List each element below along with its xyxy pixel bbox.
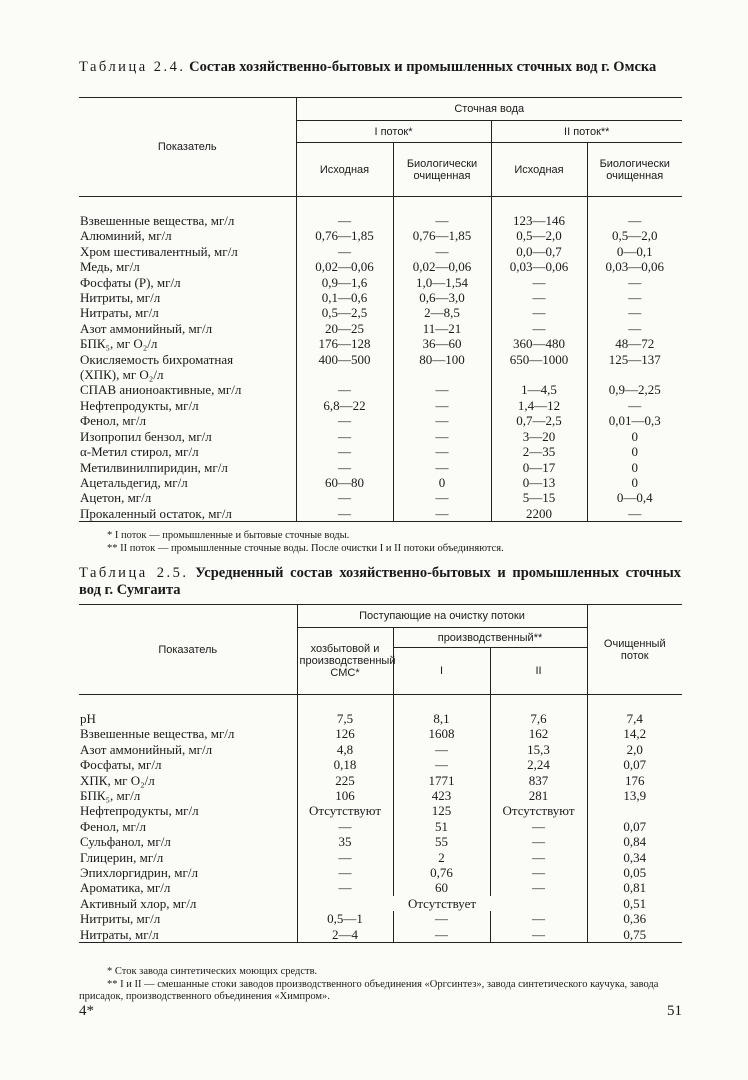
t25-value-cell: 4,8	[297, 742, 393, 757]
t25-value-cell: —	[393, 742, 490, 757]
t25-value-cell: 13,9	[587, 788, 682, 803]
t24-row-label: Фосфаты (P), мг/л	[80, 274, 181, 290]
t24-value-cell: 0—17	[491, 460, 587, 475]
t24-value-cell: 0—0,4	[587, 490, 682, 505]
table-row	[79, 460, 682, 475]
t25-note-1: * Сток завода синтетических моющих средств.	[107, 966, 318, 977]
t24-header-raw-2: Исходная	[491, 143, 587, 197]
t25-row-label: Активный хлор, мг/л	[80, 895, 197, 911]
table-row	[79, 927, 682, 943]
t24-row-label: Ацетон, мг/л	[80, 490, 152, 506]
t24-spacer-row	[79, 197, 682, 214]
table-row	[79, 850, 682, 865]
t24-row-label: Фенол, мг/л	[80, 413, 146, 429]
t24-value-cell: —	[393, 382, 491, 397]
t25-value-cell: —	[490, 834, 587, 849]
t24-value-cell: —	[491, 290, 587, 305]
t24-row-label: α-Метил стирол, мг/л	[80, 444, 199, 460]
table-row	[79, 773, 682, 788]
t24-value-cell: 400—500	[296, 352, 393, 367]
t24-value-cell: —	[587, 506, 682, 522]
table-2-4-number: Таблица 2.4.	[79, 59, 186, 75]
t25-row-label: Нефтепродукты, мг/л	[80, 803, 199, 819]
t24-row-label: (ХПК), мг O₂/л	[80, 367, 164, 383]
table-2-4-notes	[79, 530, 682, 555]
t25-value-cell: 162	[490, 726, 587, 741]
t25-merged-cell: Отсутствует	[297, 896, 587, 911]
t24-note-1: * I поток — промышленные и бытовые сточные воды.	[107, 530, 350, 541]
t24-value-cell: —	[491, 305, 587, 320]
table-row	[79, 711, 682, 726]
t24-value-cell: 0,1—0,6	[296, 290, 393, 305]
t24-value-cell: —	[587, 321, 682, 336]
t24-value-cell: 0	[393, 475, 491, 490]
t24-value-cell: —	[393, 398, 491, 413]
table-row	[79, 398, 682, 413]
t24-row-label: Медь, мг/л	[80, 259, 140, 275]
t24-value-cell: 0,9—1,6	[296, 275, 393, 290]
t24-value-cell: 80—100	[393, 352, 491, 367]
t24-value-cell: —	[393, 413, 491, 428]
t24-spacer-cell	[491, 197, 587, 214]
t25-header-industrial: производственный**	[393, 628, 587, 648]
t24-value-cell: 0,03—0,06	[587, 259, 682, 274]
t25-value-cell: 15,3	[490, 742, 587, 757]
t24-value-cell: 650—1000	[491, 352, 587, 367]
table-2-4-title: Состав хозяйственно-бытовых и промышленных сточных вод г. Омска	[189, 59, 657, 75]
table-row	[79, 228, 682, 243]
t25-value-cell: 2—4	[297, 927, 393, 943]
t25-value-cell: —	[490, 880, 587, 895]
t25-spacer-row	[79, 695, 682, 712]
t24-value-cell: 0—0,1	[587, 244, 682, 259]
t24-value-cell: —	[587, 290, 682, 305]
t25-header-i: I	[393, 648, 490, 695]
t25-value-cell: 837	[490, 773, 587, 788]
t25-value-cell: —	[490, 819, 587, 834]
t25-value-cell: 0,18	[297, 757, 393, 772]
t25-value-cell: 7,6	[490, 711, 587, 726]
t24-value-cell: 11—21	[393, 321, 491, 336]
t24-value-cell: 6,8—22	[296, 398, 393, 413]
t24-row-label: Взвешенные вещества, мг/л	[80, 213, 235, 228]
t24-value-cell: —	[296, 429, 393, 444]
t25-value-cell: Отсутствуют	[297, 803, 393, 818]
t24-value-cell: —	[491, 321, 587, 336]
t24-value-cell: 0,76—1,85	[296, 228, 393, 243]
table-2-5-notes	[79, 966, 682, 1004]
t24-row-label: Хром шестивалентный, мг/л	[80, 243, 238, 259]
t25-spacer-cell	[587, 695, 682, 712]
t24-header-bio-2: Биологически очищенная	[587, 143, 682, 197]
t25-value-cell: —	[297, 865, 393, 880]
t24-value-cell: 0	[587, 444, 682, 459]
t24-value-cell: 0—13	[491, 475, 587, 490]
t24-value-cell: —	[296, 506, 393, 522]
t25-value-cell: 60	[393, 880, 490, 895]
t25-value-cell: 1771	[393, 773, 490, 788]
t24-value-cell: —	[296, 444, 393, 459]
t24-header-raw-1: Исходная	[296, 143, 393, 197]
table-row	[79, 506, 682, 522]
t24-value-cell: 1—4,5	[491, 382, 587, 397]
t24-value-cell: 0	[587, 460, 682, 475]
table-row	[79, 290, 682, 305]
t24-value-cell: —	[393, 444, 491, 459]
t24-value-cell: 1,4—12	[491, 398, 587, 413]
table-row	[79, 244, 682, 259]
t24-value-cell: 0,5—2,0	[491, 228, 587, 243]
table-row	[79, 336, 682, 351]
table-row	[79, 819, 682, 834]
t24-spacer-cell	[587, 197, 682, 214]
t24-value-cell: 0,9—2,25	[587, 382, 682, 397]
table-row	[79, 413, 682, 428]
t25-value-cell: 51	[393, 819, 490, 834]
t25-value-cell: —	[490, 850, 587, 865]
t24-row-label: Ацетальдегид, мг/л	[80, 474, 188, 490]
t24-value-cell: —	[393, 244, 491, 259]
t24-value-cell: 3—20	[491, 429, 587, 444]
t25-value-cell: 0,36	[587, 911, 682, 926]
t25-row-label: Нитриты, мг/л	[80, 911, 161, 927]
t25-value-cell: —	[297, 880, 393, 895]
t25-row-label: Фенол, мг/л	[80, 818, 146, 834]
t25-value-cell: 55	[393, 834, 490, 849]
t25-value-cell: 176	[587, 773, 682, 788]
t24-value-cell: 0,6—3,0	[393, 290, 491, 305]
t24-value-cell: 0,7—2,5	[491, 413, 587, 428]
t24-row-label: Нитраты, мг/л	[80, 305, 159, 321]
table-row	[79, 382, 682, 397]
t24-value-cell: 60—80	[296, 475, 393, 490]
t25-value-cell: 7,5	[297, 711, 393, 726]
t24-spacer-cell	[296, 197, 393, 214]
table-row	[79, 865, 682, 880]
t24-value-cell: —	[393, 506, 491, 522]
t25-value-cell: 2	[393, 850, 490, 865]
t25-spacer-cell	[490, 695, 587, 712]
t25-value-cell: —	[297, 819, 393, 834]
t25-value-cell: 0,75	[587, 927, 682, 943]
t24-value-cell: —	[296, 490, 393, 505]
t24-header-bio-1: Биологически очищенная	[393, 143, 491, 197]
t24-value-cell: 0,76—1,85	[393, 228, 491, 243]
t24-value-cell: —	[393, 429, 491, 444]
table-row	[79, 726, 682, 741]
t24-value-cell: —	[296, 213, 393, 228]
t25-value-cell: —	[393, 757, 490, 772]
t24-value-cell: 123—146	[491, 213, 587, 228]
t25-value-cell: 126	[297, 726, 393, 741]
t24-value-cell: 36—60	[393, 336, 491, 351]
t25-value-cell: 35	[297, 834, 393, 849]
t24-value-cell: 0,5—2,0	[587, 228, 682, 243]
t25-value-cell: 0,5—1	[297, 911, 393, 926]
table-row	[79, 880, 682, 895]
table-2-4-caption	[79, 59, 681, 76]
t25-value-cell: —	[393, 927, 490, 943]
t24-header-stream1: I поток*	[296, 121, 491, 143]
t25-row-label: Азот аммонийный, мг/л	[80, 741, 213, 757]
table-row	[79, 757, 682, 772]
t24-row-label: Окисляемость бихроматная	[80, 351, 234, 367]
t25-row-label: БПК₅, мг/л	[80, 788, 141, 804]
t24-value-cell: 0	[587, 429, 682, 444]
t25-row-label: Сульфанол, мг/л	[80, 834, 171, 850]
t24-value-cell: —	[296, 460, 393, 475]
t24-spacer-cell	[393, 197, 491, 214]
t25-row-label: Ароматика, мг/л	[80, 880, 171, 896]
t24-value-cell: 0,01—0,3	[587, 413, 682, 428]
t24-row-label: Азот аммонийный, мг/л	[80, 320, 213, 336]
t24-note-2: ** II поток — промышленные сточные воды. После очистки I и II потоки объединяются.	[107, 542, 504, 554]
t24-value-cell	[491, 367, 587, 382]
signature-mark: 4*	[79, 1003, 94, 1019]
t25-value-cell: 0,05	[587, 865, 682, 880]
t24-value-cell: 2200	[491, 506, 587, 522]
t24-body	[79, 197, 682, 522]
t25-body	[79, 695, 682, 943]
table-row	[79, 911, 682, 926]
table-2-5-caption	[79, 565, 681, 599]
t25-value-cell: 0,07	[587, 757, 682, 772]
t25-value-cell: 125	[393, 803, 490, 818]
t24-row-label: Нитриты, мг/л	[80, 290, 161, 306]
t24-value-cell: 2—8,5	[393, 305, 491, 320]
t24-value-cell: 20—25	[296, 321, 393, 336]
t25-value-cell: —	[393, 911, 490, 926]
t24-value-cell	[296, 367, 393, 382]
t25-row-label: Эпихлоргидрин, мг/л	[80, 865, 198, 881]
t25-spacer-cell	[297, 695, 393, 712]
table-2-5-title: Усредненный состав хозяйственно-бытовых и промышленных сточных вод г. Сумгаита	[79, 565, 682, 598]
t24-spacer-cell	[79, 197, 296, 214]
t25-header-treated: Очищенный поток	[587, 605, 682, 695]
t25-row-label: Глицерин, мг/л	[80, 849, 164, 865]
t25-value-cell: 0,51	[587, 896, 682, 911]
table-row	[79, 259, 682, 274]
t25-value-cell: 106	[297, 788, 393, 803]
t24-value-cell: —	[587, 305, 682, 320]
page-number: 51	[667, 1003, 682, 1019]
t25-value-cell: —	[297, 850, 393, 865]
table-2-5-number: Таблица 2.5.	[79, 565, 189, 581]
t24-value-cell	[393, 367, 491, 382]
table-row	[79, 429, 682, 444]
table-row	[79, 742, 682, 757]
t25-value-cell: —	[490, 911, 587, 926]
table-row	[79, 352, 682, 367]
t24-row-label: СПАВ анионоактивные, мг/л	[80, 382, 242, 398]
t25-value-cell: 2,0	[587, 742, 682, 757]
t25-value-cell: 0,81	[587, 880, 682, 895]
t25-value-cell: 14,2	[587, 726, 682, 741]
table-2-5	[79, 604, 682, 943]
t24-value-cell: 176—128	[296, 336, 393, 351]
t25-value-cell: 225	[297, 773, 393, 788]
t24-value-cell	[587, 367, 682, 382]
table-row	[79, 367, 682, 382]
table-row	[79, 213, 682, 228]
t25-row-label: Нитраты, мг/л	[79, 927, 297, 943]
t24-value-cell: 5—15	[491, 490, 587, 505]
t24-value-cell: 1,0—1,54	[393, 275, 491, 290]
table-row	[79, 834, 682, 849]
t24-value-cell: —	[393, 490, 491, 505]
t24-row-label: Алюминий, мг/л	[80, 228, 172, 244]
t24-value-cell: —	[296, 382, 393, 397]
t25-value-cell: 0,76	[393, 865, 490, 880]
t24-value-cell: 360—480	[491, 336, 587, 351]
table-row	[79, 475, 682, 490]
t25-row-label: Взвешенные вещества, мг/л	[80, 726, 235, 742]
t24-value-cell: —	[393, 213, 491, 228]
t25-value-cell: Отсутствуют	[490, 803, 587, 818]
t24-value-cell: —	[491, 275, 587, 290]
table-row	[79, 788, 682, 803]
t25-value-cell: 423	[393, 788, 490, 803]
t25-header-ii: II	[490, 648, 587, 695]
t25-value-cell	[587, 803, 682, 818]
table-row	[79, 803, 682, 818]
t25-value-cell: 0,07	[587, 819, 682, 834]
t24-row-label: Изопропил бензол, мг/л	[80, 428, 212, 444]
t24-value-cell: 0,5—2,5	[296, 305, 393, 320]
t24-value-cell: 0,0—0,7	[491, 244, 587, 259]
t25-value-cell: 2,24	[490, 757, 587, 772]
t25-spacer-cell	[79, 695, 297, 712]
t25-value-cell: 0,34	[587, 850, 682, 865]
t24-value-cell: 0,02—0,06	[393, 259, 491, 274]
t25-header-indicator: Показатель	[79, 605, 297, 695]
t25-header-household: хозбытовой и производственный СМС*	[297, 628, 393, 695]
t24-value-cell: —	[393, 460, 491, 475]
t24-value-cell: 0	[587, 475, 682, 490]
t24-row-label: Нефтепродукты, мг/л	[80, 397, 199, 413]
t24-row-label: Прокаленный остаток, мг/л	[79, 506, 296, 522]
t24-value-cell: 0,03—0,06	[491, 259, 587, 274]
t24-value-cell: —	[587, 213, 682, 228]
t24-header-stream2: II поток**	[491, 121, 682, 143]
t24-row-label: Метилвинилпиридин, мг/л	[80, 459, 228, 475]
t24-row-label: БПК₅, мг O₂/л	[80, 336, 158, 352]
t25-value-cell: 0,84	[587, 834, 682, 849]
t25-note-2: ** I и II — смешанные стоки заводов производственного объединения «Оргсинтез», завода синтетического каучука, завода присадок, производственного объединения «Химпром».	[79, 978, 659, 1002]
t24-value-cell: 2—35	[491, 444, 587, 459]
t25-value-cell: 8,1	[393, 711, 490, 726]
t24-value-cell: 48—72	[587, 336, 682, 351]
t25-value-cell: 281	[490, 788, 587, 803]
table-row	[79, 444, 682, 459]
t25-header-group: Поступающие на очистку потоки	[297, 605, 587, 628]
t25-spacer-cell	[393, 695, 490, 712]
table-row	[79, 896, 682, 911]
t25-row-label: pH	[80, 711, 96, 726]
t25-row-label: ХПК, мг O₂/л	[80, 772, 155, 788]
t24-value-cell: 0,02—0,06	[296, 259, 393, 274]
t24-header-indicator: Показатель	[79, 98, 296, 197]
t25-value-cell: 7,4	[587, 711, 682, 726]
t24-value-cell: —	[296, 244, 393, 259]
table-row	[79, 490, 682, 505]
t25-value-cell: —	[490, 865, 587, 880]
table-row	[79, 305, 682, 320]
table-row	[79, 321, 682, 336]
t25-value-cell: —	[490, 927, 587, 943]
t24-value-cell: —	[587, 275, 682, 290]
t25-row-label: Фосфаты, мг/л	[80, 757, 162, 773]
t24-value-cell: 125—137	[587, 352, 682, 367]
table-2-4	[79, 97, 682, 522]
t25-value-cell: 1608	[393, 726, 490, 741]
t24-header-group: Сточная вода	[296, 98, 682, 121]
t24-value-cell: —	[296, 413, 393, 428]
table-row	[79, 275, 682, 290]
t24-value-cell: —	[587, 398, 682, 413]
